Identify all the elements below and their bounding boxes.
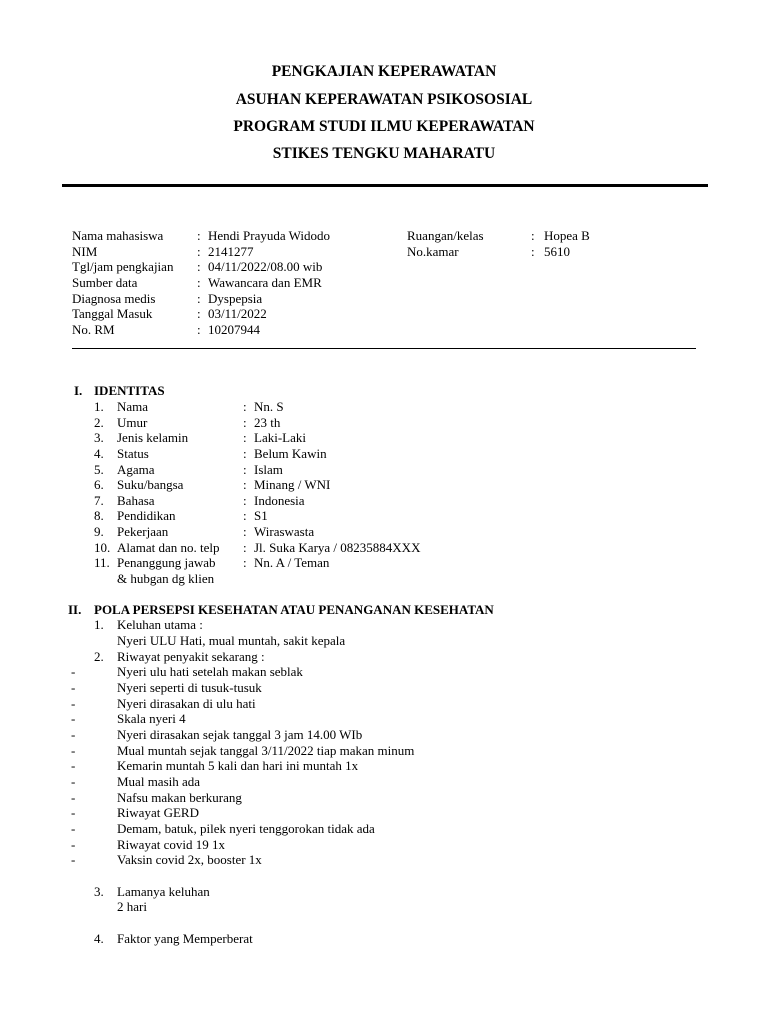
question-number: 2. [94,649,104,664]
info-colon: : [531,228,535,243]
identity-number: 3. [94,430,104,445]
info-label: NIM [72,244,98,259]
identity-number: 2. [94,415,104,430]
info-value: 10207944 [208,322,260,337]
identity-value: Minang / WNI [254,477,331,492]
bullet-dash: - [71,774,76,789]
identity-number: 7. [94,493,104,508]
identity-value: Laki-Laki [254,430,306,445]
identity-label: Alamat dan no. telp [117,540,220,555]
identity-label: Suku/bangsa [117,477,184,492]
bullet-dash: - [71,664,76,679]
identity-colon: : [243,430,247,445]
list-item-text: Mual masih ada [117,774,201,789]
identity-label: Pekerjaan [117,524,169,539]
identity-colon: : [243,555,247,570]
identity-colon: : [243,508,247,523]
identity-value: S1 [254,508,268,523]
info-label: Nama mahasiswa [72,228,164,243]
identity-colon: : [243,446,247,461]
identity-value: 23 th [254,415,281,430]
info-colon: : [197,291,201,306]
identity-number: 9. [94,524,104,539]
info-label: Tanggal Masuk [72,306,153,321]
list-item-text: Nyeri ulu hati setelah makan seblak [117,664,303,679]
identity-label: & hubgan dg klien [117,571,215,586]
identity-value: Nn. A / Teman [254,555,330,570]
identity-label: Jenis kelamin [117,430,189,445]
bullet-dash: - [71,680,76,695]
question-label: Faktor yang Memperberat [117,931,253,946]
identity-value: Islam [254,462,283,477]
info-label: Diagnosa medis [72,291,156,306]
info-label: Ruangan/kelas [407,228,484,243]
identity-label: Bahasa [117,493,155,508]
identity-number: 4. [94,446,104,461]
identity-number: 10. [94,540,111,555]
identity-value: Indonesia [254,493,305,508]
identity-colon: : [243,493,247,508]
info-value: Hopea B [544,228,590,243]
bullet-dash: - [71,805,76,820]
identity-label: Umur [117,415,148,430]
info-value: Wawancara dan EMR [208,275,322,290]
info-value: 2141277 [208,244,254,259]
identity-colon: : [243,540,247,555]
identity-value: Belum Kawin [254,446,327,461]
identity-number: 8. [94,508,104,523]
question-label: Lamanya keluhan [117,884,210,899]
identity-value: Nn. S [254,399,284,414]
identity-colon: : [243,415,247,430]
section-2-title: POLA PERSEPSI KESEHATAN ATAU PENANGANAN KESEHATAN [94,602,494,617]
list-item-text: Riwayat covid 19 1x [117,837,225,852]
question-number: 4. [94,931,104,946]
info-colon: : [197,244,201,259]
question-label: Keluhan utama : [117,617,203,632]
question-label: Riwayat penyakit sekarang : [117,649,265,664]
info-value: 03/11/2022 [208,306,267,321]
info-colon: : [197,228,201,243]
info-divider [72,348,696,349]
list-item-text: Demam, batuk, pilek nyeri tenggorokan tidak ada [117,821,375,836]
identity-number: 5. [94,462,104,477]
info-label: No.kamar [407,244,459,259]
identity-label: Status [117,446,149,461]
header-line-1: PENGKAJIAN KEPERAWATAN [271,63,497,80]
info-value: Hendi Prayuda Widodo [208,228,330,243]
info-value: Dyspepsia [208,291,263,306]
bullet-dash: - [71,837,76,852]
bullet-dash: - [71,696,76,711]
info-value: 5610 [544,244,570,259]
bullet-dash: - [71,790,76,805]
answer-text: 2 hari [117,899,147,914]
bullet-dash: - [71,852,76,867]
info-colon: : [531,244,535,259]
identity-label: Penanggung jawab [117,555,216,570]
identity-label: Nama [117,399,149,414]
question-number: 1. [94,617,104,632]
info-label: Tgl/jam pengkajian [72,259,174,274]
identity-number: 6. [94,477,104,492]
identity-colon: : [243,524,247,539]
identity-label: Pendidikan [117,508,176,523]
identity-colon: : [243,477,247,492]
identity-value: Wiraswasta [254,524,315,539]
answer-text: Nyeri ULU Hati, mual muntah, sakit kepala [117,633,346,648]
list-item-text: Nafsu makan berkurang [117,790,242,805]
info-colon: : [197,322,201,337]
identity-colon: : [243,462,247,477]
header-line-3: PROGRAM STUDI ILMU KEPERAWATAN [233,118,535,135]
identity-colon: : [243,399,247,414]
list-item-text: Vaksin covid 2x, booster 1x [117,852,262,867]
info-colon: : [197,275,201,290]
section-1-number: I. [74,383,83,398]
question-number: 3. [94,884,104,899]
header-divider [62,184,708,187]
identity-label: Agama [117,462,155,477]
info-colon: : [197,306,201,321]
bullet-dash: - [71,727,76,742]
list-item-text: Mual muntah sejak tanggal 3/11/2022 tiap makan minum [117,743,415,758]
info-value: 04/11/2022/08.00 wib [208,259,323,274]
bullet-dash: - [71,711,76,726]
identity-number: 1. [94,399,104,414]
identity-number: 11. [94,555,110,570]
bullet-dash: - [71,821,76,836]
bullet-dash: - [71,758,76,773]
list-item-text: Nyeri seperti di tusuk-tusuk [117,680,262,695]
bullet-dash: - [71,743,76,758]
identity-value: Jl. Suka Karya / 08235884XXX [254,540,421,555]
list-item-text: Skala nyeri 4 [117,711,186,726]
list-item-text: Nyeri dirasakan di ulu hati [117,696,256,711]
info-colon: : [197,259,201,274]
header-line-2: ASUHAN KEPERAWATAN PSIKOSOSIAL [235,91,533,108]
list-item-text: Kemarin muntah 5 kali dan hari ini muntah 1x [117,758,359,773]
info-label: No. RM [72,322,115,337]
section-2-number: II. [68,602,82,617]
header-line-4: STIKES TENGKU MAHARATU [272,145,496,162]
section-1-title: IDENTITAS [94,383,165,398]
info-label: Sumber data [72,275,138,290]
list-item-text: Nyeri dirasakan sejak tanggal 3 jam 14.00 WIb [117,727,363,742]
list-item-text: Riwayat GERD [117,805,199,820]
